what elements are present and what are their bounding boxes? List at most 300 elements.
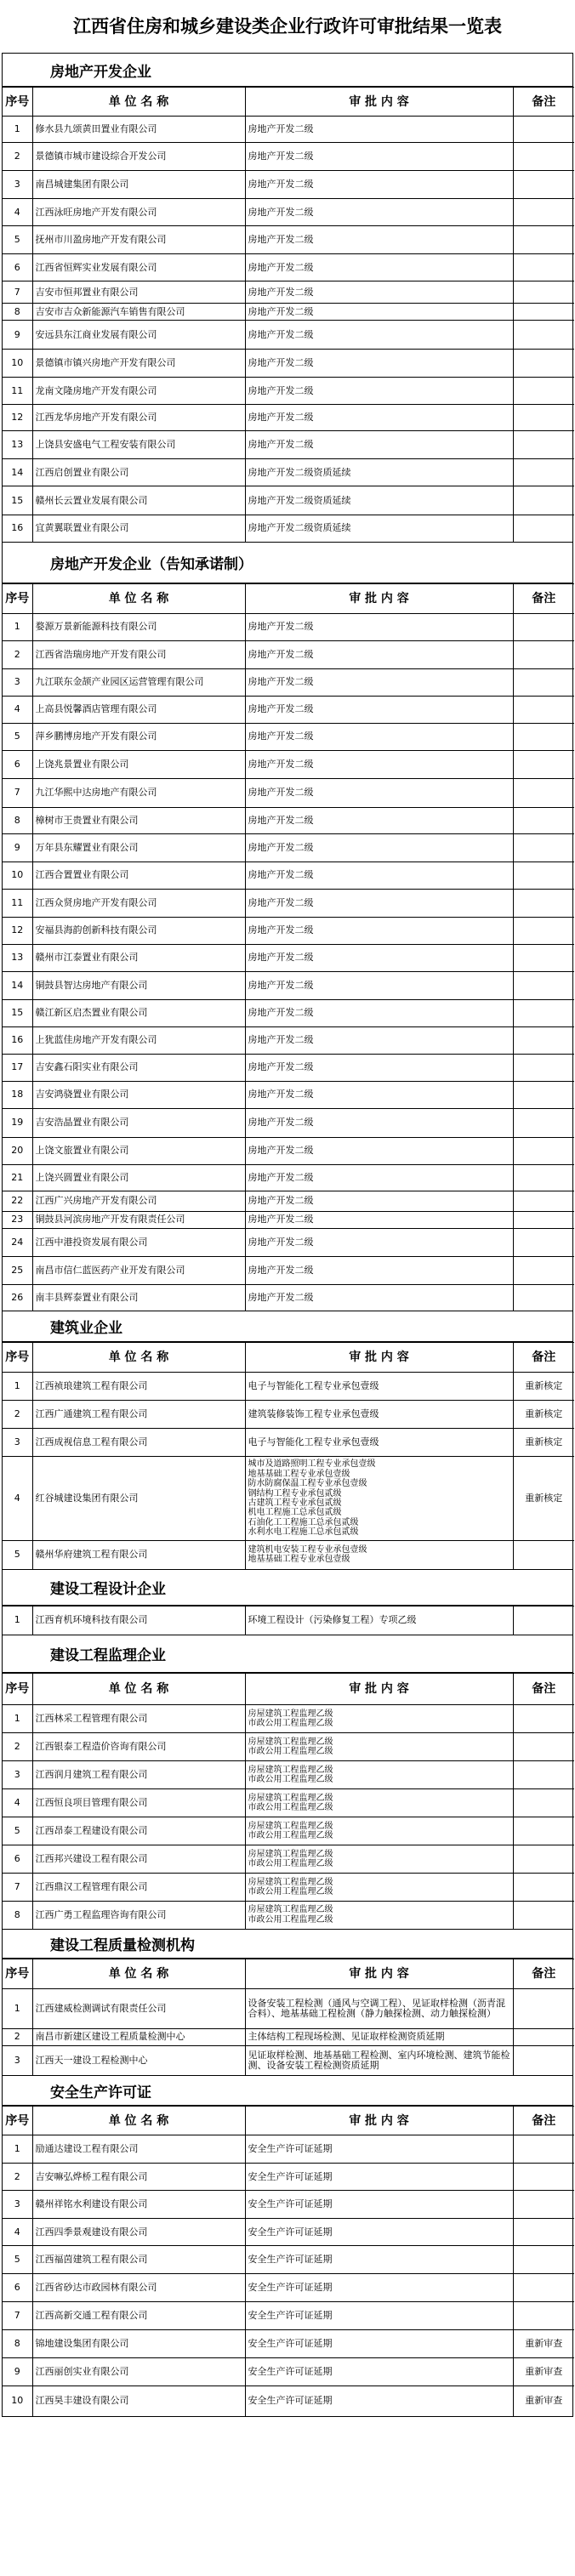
unit-name (32, 1705, 245, 1733)
unit-name-text: 安福县海韵创新科技有限公司 (35, 924, 157, 935)
table-row (3, 459, 574, 486)
approval-content-text: 房屋建筑工程监理乙级 市政公用工程监理乙级 (248, 1709, 333, 1728)
row-number-text: 12 (11, 924, 24, 935)
remark (513, 459, 574, 486)
table-row (3, 515, 574, 542)
header-note: 备注 (513, 2107, 574, 2135)
unit-name (32, 321, 245, 350)
unit-name-text: 江西昂泰工程建设有限公司 (35, 1825, 148, 1836)
row-number-text: 14 (11, 979, 24, 991)
approval-content (245, 2246, 513, 2274)
approval-content-text: 房地产开发二级 (248, 1264, 314, 1276)
row-number (3, 1845, 32, 1874)
row-number-text: 8 (14, 305, 20, 317)
row-number (3, 1108, 32, 1137)
remark (513, 1054, 574, 1081)
remark (513, 171, 574, 199)
approval-content-text: 房地产开发二级 (248, 1089, 314, 1100)
approval-content (245, 350, 513, 378)
remark-text: 重新审查 (525, 2338, 563, 2349)
table-row (3, 999, 574, 1026)
unit-name-text: 上饶兆景置业有限公司 (35, 758, 129, 770)
header-unit: 单 位 名 称 (32, 1674, 245, 1705)
unit-name-text: 江西鼎汉工程管理有限公司 (35, 1881, 148, 1892)
approval-content-text: 房地产开发二级 (248, 357, 314, 368)
remark (513, 117, 574, 143)
unit-name-text: 赣州华府建筑工程有限公司 (35, 1549, 148, 1561)
unit-name (32, 1789, 245, 1817)
table-row (3, 1789, 574, 1817)
row-number (3, 199, 32, 226)
table-row (3, 2219, 574, 2246)
unit-name (32, 171, 245, 199)
approval-content-text: 房地产开发二级 (248, 1034, 314, 1045)
row-number-text: 1 (14, 621, 20, 632)
row-number (3, 889, 32, 917)
unit-name-text: 九江华熙中达房地产有限公司 (35, 787, 157, 798)
approval-content (245, 1845, 513, 1874)
remark (513, 1081, 574, 1108)
row-number (3, 1228, 32, 1256)
row-number-text: 2 (14, 648, 20, 660)
table-row (3, 199, 574, 226)
unit-name (32, 723, 245, 750)
unit-name (32, 1541, 245, 1569)
table-row (3, 917, 574, 944)
row-number (3, 1054, 32, 1081)
unit-name (32, 2274, 245, 2302)
remark (513, 1373, 574, 1401)
unit-name-text: 宜黄翼联置业有限公司 (35, 522, 129, 534)
remark (513, 1541, 574, 1569)
unit-name (32, 405, 245, 431)
remark (513, 1705, 574, 1733)
unit-name-text: 龙南文隆房地产开发有限公司 (35, 384, 157, 396)
row-number-text: 1 (14, 1380, 20, 1391)
remark (513, 2386, 574, 2416)
remark (513, 1902, 574, 1929)
approval-content (245, 750, 513, 778)
approval-content (245, 999, 513, 1026)
row-number-text: 3 (14, 179, 20, 190)
row-number (3, 1606, 32, 1635)
approval-content-text: 房地产开发二级 (248, 1236, 314, 1248)
approval-content-text: 建筑机电安装工程专业承包壹级 地基基础工程专业承包壹级 (248, 1544, 367, 1565)
row-number (3, 321, 32, 350)
remark (513, 143, 574, 171)
approval-content (245, 1373, 513, 1401)
approval-content (245, 723, 513, 750)
unit-name (32, 917, 245, 944)
approval-content (245, 304, 513, 321)
table-row (3, 1191, 574, 1211)
approval-content-text: 房地产开发二级 (248, 234, 314, 245)
approval-content (245, 405, 513, 431)
unit-name-text: 上饶兴圆置业有限公司 (35, 1171, 129, 1183)
approval-content (245, 668, 513, 696)
unit-name (32, 254, 245, 281)
row-number-text: 5 (14, 1549, 20, 1561)
unit-name-text: 江西建威检测调试有限责任公司 (35, 2002, 167, 2014)
section-title: 建筑业企业 (3, 1311, 572, 1342)
approval-content (245, 1284, 513, 1311)
unit-name-text: 南昌市新建区建设工程质量检测中心 (35, 2031, 185, 2042)
remark (513, 613, 574, 640)
row-number-text: 20 (11, 1145, 24, 1156)
row-number-text: 13 (11, 439, 24, 450)
row-number (3, 515, 32, 542)
row-number-text: 17 (11, 1061, 24, 1072)
row-number-text: 1 (14, 2143, 20, 2154)
approval-content (245, 862, 513, 889)
unit-name (32, 1026, 245, 1054)
approval-content (245, 778, 513, 807)
row-number (3, 999, 32, 1026)
row-number (3, 1373, 32, 1401)
approval-content-text: 安全生产许可证延期 (248, 2226, 333, 2238)
table-row (3, 1733, 574, 1761)
unit-name-text: 吉安嘛弘烨桥工程有限公司 (35, 2170, 148, 2182)
approval-content (245, 2028, 513, 2045)
unit-name (32, 1373, 245, 1401)
section-table (3, 583, 574, 1311)
row-number-text: 1 (14, 1614, 20, 1626)
remark (513, 1457, 574, 1541)
row-number (3, 1284, 32, 1311)
unit-name (32, 778, 245, 807)
approval-content-text: 房地产开发二级 (248, 1195, 314, 1206)
table-row (3, 254, 574, 281)
table-row (3, 2330, 574, 2358)
unit-name (32, 2386, 245, 2416)
unit-name (32, 1733, 245, 1761)
table-row (3, 431, 574, 459)
row-number (3, 1541, 32, 1569)
approval-content-text: 安全生产许可证延期 (248, 2366, 333, 2377)
approval-content-text: 房地产开发二级 (248, 1117, 314, 1128)
row-number-text: 1 (14, 1713, 20, 1724)
approval-content-text: 安全生产许可证延期 (248, 2395, 333, 2407)
approval-content (245, 2135, 513, 2164)
unit-name (32, 350, 245, 378)
unit-name-text: 赣州市江泰置业有限公司 (35, 952, 139, 963)
table-row (3, 1164, 574, 1191)
section-title: 建设工程设计企业 (3, 1570, 572, 1606)
approval-content-text: 房屋建筑工程监理乙级 市政公用工程监理乙级 (248, 1821, 333, 1840)
approval-content (245, 515, 513, 542)
remark (513, 807, 574, 833)
unit-name-text: 江西启创置业有限公司 (35, 466, 129, 478)
unit-name (32, 304, 245, 321)
approval-content (245, 254, 513, 281)
unit-name-text: 万年县东耀置业有限公司 (35, 841, 139, 853)
approval-content-text: 安全生产许可证延期 (248, 2254, 333, 2265)
row-number-text: 10 (11, 2395, 24, 2407)
row-number-text: 9 (14, 841, 20, 853)
table-row (3, 807, 574, 833)
unit-name-text: 江西省恒辉实业发展有限公司 (35, 261, 157, 273)
unit-name-text: 江西四季景观建设有限公司 (35, 2226, 148, 2238)
row-number-text: 11 (11, 896, 24, 908)
remark (513, 199, 574, 226)
row-number (3, 143, 32, 171)
row-number-text: 11 (11, 384, 24, 396)
approval-content (245, 1761, 513, 1789)
row-number (3, 917, 32, 944)
table-row (3, 1137, 574, 1164)
approval-content (245, 1541, 513, 1569)
row-number (3, 1733, 32, 1761)
remark (513, 889, 574, 917)
table-row (3, 1606, 574, 1635)
row-number-text: 6 (14, 1853, 20, 1864)
row-number-text: 4 (14, 703, 20, 714)
row-number-text: 25 (11, 1264, 24, 1276)
row-number (3, 971, 32, 999)
section-table (3, 1606, 574, 1635)
row-number-text: 8 (14, 1908, 20, 1920)
table-row (3, 1228, 574, 1256)
remark (513, 1026, 574, 1054)
approval-content (245, 696, 513, 723)
remark (513, 750, 574, 778)
row-number-text: 13 (11, 952, 24, 963)
table-row (3, 226, 574, 254)
section-title: 建设工程质量检测机构 (3, 1930, 572, 1959)
approval-content (245, 378, 513, 405)
unit-name (32, 944, 245, 971)
unit-name-text: 锦地建设集团有限公司 (35, 2338, 129, 2349)
row-number-text: 21 (11, 1171, 24, 1183)
approval-content (245, 143, 513, 171)
unit-name-text: 上饶县安盛电气工程安装有限公司 (35, 439, 176, 450)
row-number (3, 640, 32, 668)
approval-content-text: 房地产开发二级 (248, 261, 314, 273)
approval-content-text: 房地产开发二级 (248, 731, 314, 742)
table-row (3, 2302, 574, 2330)
unit-name-text: 赣州长云置业发展有限公司 (35, 494, 148, 506)
unit-name (32, 1137, 245, 1164)
row-number (3, 2302, 32, 2330)
unit-name-text: 江西润月建筑工程有限公司 (35, 1769, 148, 1780)
unit-name-text: 江西天一建设工程检测中心 (35, 2054, 148, 2066)
remark (513, 515, 574, 542)
table-row (3, 778, 574, 807)
unit-name (32, 1081, 245, 1108)
row-number (3, 1401, 32, 1429)
unit-name-text: 九江联东金颉产业园区运营管理有限公司 (35, 676, 204, 687)
approval-content (245, 1705, 513, 1733)
remark-text: 重新核定 (525, 1493, 563, 1504)
remark (513, 862, 574, 889)
section-table (3, 1673, 574, 1929)
row-number-text: 16 (11, 522, 24, 534)
section-table (3, 2106, 574, 2416)
table-row (3, 486, 574, 515)
unit-name-text: 吉安市恒邦置业有限公司 (35, 286, 139, 298)
row-number (3, 833, 32, 862)
unit-name (32, 1191, 245, 1211)
remark (513, 2135, 574, 2164)
unit-name-text: 婺源万景新能源科技有限公司 (35, 621, 157, 632)
unit-name-text: 江西广兴房地产开发有限公司 (35, 1195, 157, 1206)
approval-content-text: 房地产开发二级 (248, 676, 314, 687)
approval-content-text: 房屋建筑工程监理乙级 市政公用工程监理乙级 (248, 1849, 333, 1868)
table-row (3, 833, 574, 862)
row-number (3, 254, 32, 281)
approval-content-text: 房地产开发二级 (248, 621, 314, 632)
table-row (3, 143, 574, 171)
unit-name-text: 江西育机环境科技有限公司 (35, 1614, 148, 1626)
approval-content-text: 房地产开发二级 (248, 286, 314, 298)
approval-content-text: 电子与智能化工程专业承包壹级 (248, 1436, 379, 1447)
remark (513, 944, 574, 971)
remark (513, 1284, 574, 1311)
table-header-row (3, 1674, 574, 1705)
approval-content-text: 安全生产许可证延期 (248, 2198, 333, 2209)
row-number (3, 171, 32, 199)
table-row (3, 2274, 574, 2302)
unit-name-text: 江西祯琅建筑工程有限公司 (35, 1380, 148, 1391)
table-row (3, 862, 574, 889)
row-number-text: 6 (14, 261, 20, 273)
approval-content (245, 2386, 513, 2416)
table-row (3, 378, 574, 405)
unit-name (32, 1429, 245, 1457)
approval-content (245, 1137, 513, 1164)
row-number (3, 405, 32, 431)
approval-content (245, 1817, 513, 1845)
row-number (3, 723, 32, 750)
row-number-text: 2 (14, 151, 20, 162)
unit-name-text: 励通达建设工程有限公司 (35, 2143, 139, 2154)
remark-text: 重新核定 (525, 1436, 563, 1447)
approval-content-text: 房地产开发二级 (248, 151, 314, 162)
header-content: 审 批 内 容 (245, 88, 513, 117)
approval-content (245, 640, 513, 668)
approval-content-text: 房地产开发二级 (248, 179, 314, 190)
unit-name-text: 江西银泰工程造价咨询有限公司 (35, 1741, 167, 1752)
unit-name-text: 江西广勇工程监理咨询有限公司 (35, 1908, 167, 1920)
table-row (3, 1054, 574, 1081)
remark (513, 1164, 574, 1191)
remark (513, 1211, 574, 1228)
remark (513, 1606, 574, 1635)
header-unit: 单 位 名 称 (32, 2107, 245, 2135)
header-no: 序号 (3, 583, 32, 613)
table-header-row (3, 1959, 574, 1988)
unit-name (32, 613, 245, 640)
table-row (3, 1026, 574, 1054)
table-row (3, 1541, 574, 1569)
remark (513, 640, 574, 668)
approval-content (245, 833, 513, 862)
row-number-text: 7 (14, 1881, 20, 1892)
row-number (3, 431, 32, 459)
header-unit: 单 位 名 称 (32, 88, 245, 117)
table-row (3, 723, 574, 750)
unit-name (32, 2358, 245, 2386)
header-unit: 单 位 名 称 (32, 1959, 245, 1988)
approval-content-text: 房地产开发二级 (248, 896, 314, 908)
table-row (3, 668, 574, 696)
row-number-text: 1 (14, 2002, 20, 2014)
remark (513, 1874, 574, 1902)
approval-content-text: 房地产开发二级 (248, 123, 314, 134)
unit-name (32, 117, 245, 143)
section-testing (2, 1930, 573, 2077)
row-number (3, 459, 32, 486)
table-row (3, 1211, 574, 1228)
unit-name-text: 上犹蓝佳房地产开发有限公司 (35, 1034, 157, 1045)
row-number (3, 1988, 32, 2028)
row-number-text: 16 (11, 1034, 24, 1045)
approval-content-text: 房地产开发二级资质延续 (248, 494, 351, 506)
approval-content (245, 1874, 513, 1902)
row-number (3, 2386, 32, 2416)
sections-container (2, 54, 573, 2417)
unit-name (32, 971, 245, 999)
row-number (3, 2028, 32, 2045)
row-number (3, 2246, 32, 2274)
approval-content (245, 486, 513, 515)
unit-name (32, 2164, 245, 2191)
unit-name (32, 2191, 245, 2219)
approval-content (245, 226, 513, 254)
unit-name-text: 南丰县辉泰置业有限公司 (35, 1291, 139, 1303)
row-number (3, 281, 32, 304)
unit-name-text: 江西昊丰建设有限公司 (35, 2395, 129, 2407)
unit-name (32, 889, 245, 917)
table-row (3, 304, 574, 321)
unit-name-text: 南昌城建集团有限公司 (35, 179, 129, 190)
remark (513, 378, 574, 405)
header-content: 审 批 内 容 (245, 1343, 513, 1373)
unit-name (32, 1817, 245, 1845)
unit-name-text: 赣江新区启杰置业有限公司 (35, 1007, 148, 1018)
unit-name (32, 2302, 245, 2330)
header-no: 序号 (3, 88, 32, 117)
unit-name-text: 景德镇市城市建设综合开发公司 (35, 151, 167, 162)
header-note: 备注 (513, 1674, 574, 1705)
unit-name (32, 862, 245, 889)
approval-content (245, 1211, 513, 1228)
table-row (3, 971, 574, 999)
row-number (3, 2135, 32, 2164)
remark (513, 2045, 574, 2075)
row-number-text: 8 (14, 2338, 20, 2349)
remark (513, 226, 574, 254)
approval-content-text: 房地产开发二级 (248, 1061, 314, 1072)
table-row (3, 1373, 574, 1401)
row-number (3, 1164, 32, 1191)
table-row (3, 1457, 574, 1541)
unit-name (32, 226, 245, 254)
unit-name-text: 江西众贤房地产开发有限公司 (35, 896, 157, 908)
approval-content-text: 房地产开发二级 (248, 648, 314, 660)
row-number (3, 378, 32, 405)
section-title: 房地产开发企业（告知承诺制） (3, 543, 572, 583)
approval-content (245, 1457, 513, 1541)
row-number-text: 2 (14, 2170, 20, 2182)
unit-name (32, 1228, 245, 1256)
approval-content-text: 房屋建筑工程监理乙级 市政公用工程监理乙级 (248, 1737, 333, 1756)
row-number-text: 4 (14, 1493, 20, 1504)
unit-name-text: 赣州祥铭水利建设有限公司 (35, 2198, 148, 2209)
table-row (3, 889, 574, 917)
row-number (3, 944, 32, 971)
remark (513, 696, 574, 723)
